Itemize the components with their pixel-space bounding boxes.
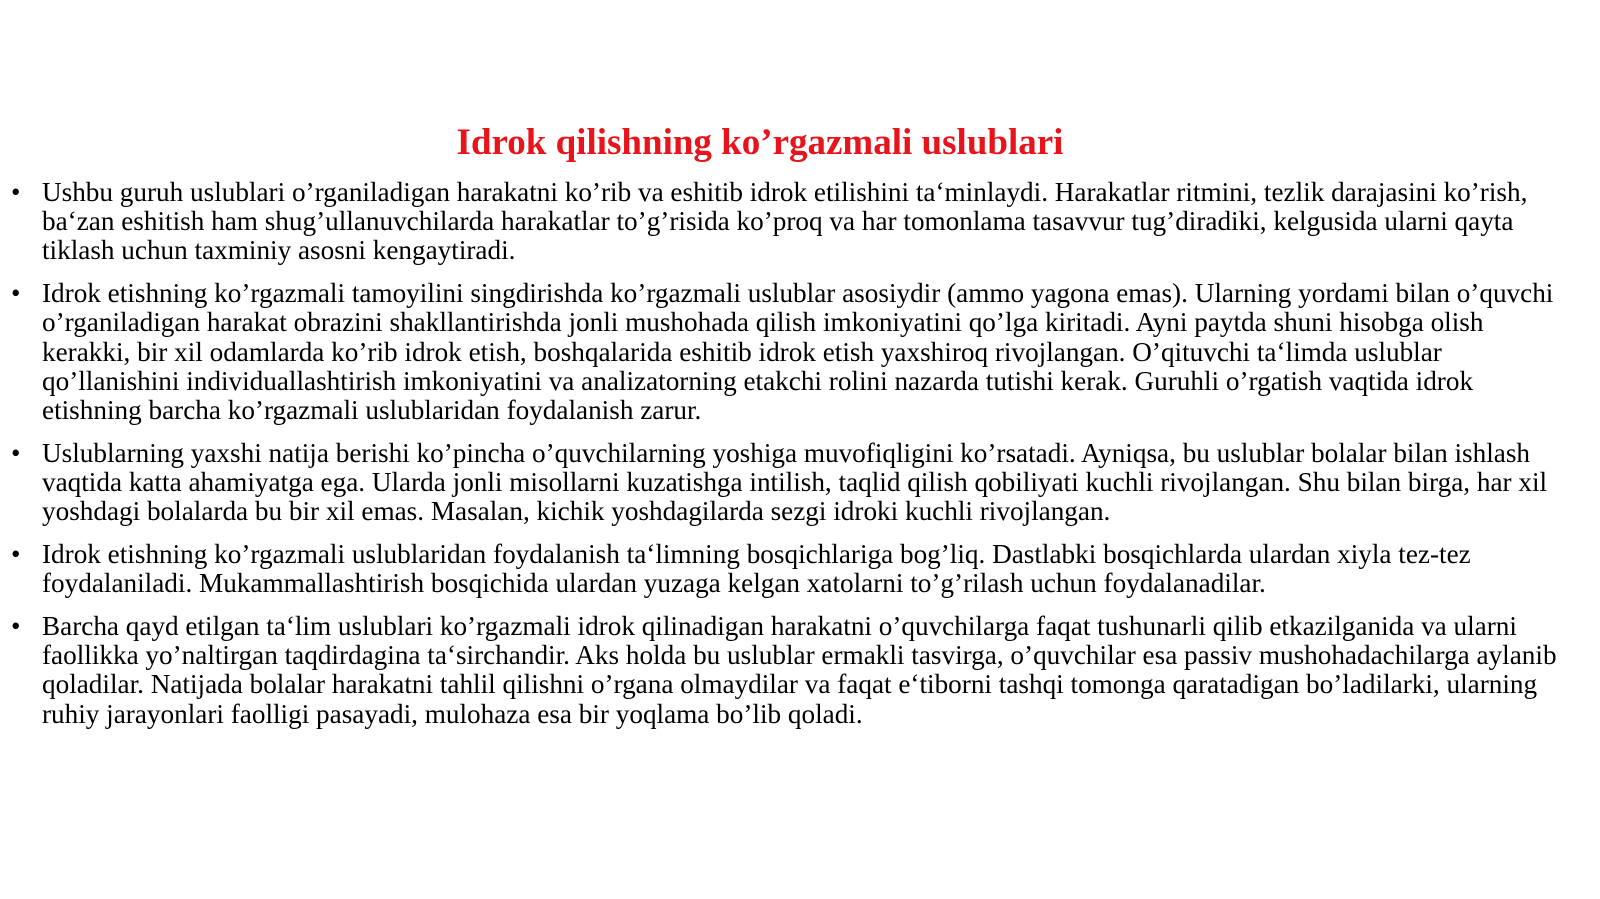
bullet-text: Idrok etishning ko’rgazmali tamoyilini singdirishda ko’rgazmali uslublar asosiydir (ammo yagona emas). Ularning yordami bilan o’quvchi o’rganiladigan harakat obrazini shakllantirishda jonli mushohada qilish imkoniyatini qo’lga kiritadi. Ayni paytda shuni hisobga olish kerakki, bir xil odamlarda ko’rib idrok etish, boshqalarida eshitib idrok etish yaxshiroq rivojlangan. O’qituvchi ta‘limda uslublar qo’llanishini individuallashtirish imkoniyatini va analizatorning etakchi rolini nazarda tutishi kerak. Guruhli o’rgatish vaqtida idrok etishning barcha ko’rgazmali uslublaridan foydalanish zarur. — [42, 278, 1554, 426]
bullet-item — [0, 540, 1570, 598]
bullet-dot-icon: • — [11, 437, 21, 468]
bullet-item — [0, 612, 1570, 729]
slide-title: Idrok qilishning ko’rgazmali uslublari — [456, 122, 1064, 163]
bullet-dot-icon: • — [11, 539, 21, 570]
bullet-dot-icon: • — [11, 177, 21, 207]
bullet-text: Barcha qayd etilgan ta‘lim uslublari ko’rgazmali idrok qilinadigan harakatni o’quvchilarga faqat tushunarli qilib etkazilganida va ularni faollikka yo’naltirgan taqdirdagina ta‘sirchandir. Aks holda bu uslublar ermakli tasvirga, o’quvchilar esa passiv mushohadachilarga aylanib qoladilar. Natijada bolalar harakatni tahlil qilishni o’rgana olmaydilar va faqat e‘tiborni tashqi tomonga qaratadigan bo’ladilarki, ularning ruhiy jarayonlari faolligi pasayadi, mulohaza esa bir yoqlama bo’lib qoladi. — [42, 611, 1557, 729]
bullet-list — [0, 178, 1570, 742]
bullet-item — [0, 439, 1570, 527]
bullet-dot-icon: • — [11, 611, 21, 642]
bullet-text: Uslublarning yaxshi natija berishi ko’pincha o’quvchilarning yoshiga muvofiqligini ko’rsatadi. Ayniqsa, bu uslublar bolalar bilan ishlash vaqtida katta ahamiyatga ega. Ularda jonli misollarni kuzatishga intilish, taqlid qilish qobiliyati kuchli rivojlangan. Shu bilan birga, har xil yoshdagi bolalarda bu bir xil emas. Masalan, kichik yoshdagilarda sezgi idroki kuchli rivojlangan. — [42, 437, 1548, 527]
bullet-item — [0, 178, 1570, 266]
bullet-text: Ushbu guruh uslublari o’rganiladigan harakatni ko’rib va eshitib idrok etilishini ta‘minlaydi. Harakatlar ritmini, tezlik darajasini ko’rish, ba‘zan eshitish ham shug’ullanuvchilarda harakatlar to’g’risida ko’proq va har tomonlama tasavvur tug’diradiki, kelgusida ularni qayta tiklash uchun taxminiy asosni kengaytiradi. — [42, 177, 1528, 266]
bullet-item — [0, 279, 1570, 425]
bullet-text: Idrok etishning ko’rgazmali uslublaridan foydalanish ta‘limning bosqichlariga bog’liq. Dastlabki bosqichlarda ulardan xiyla tez-tez foydalaniladi. Mukammallashtirish bosqichida ulardan yuzaga kelgan xatolarni to’g’rilash uchun foydalanadilar. — [42, 539, 1471, 599]
bullet-dot-icon: • — [11, 278, 21, 309]
